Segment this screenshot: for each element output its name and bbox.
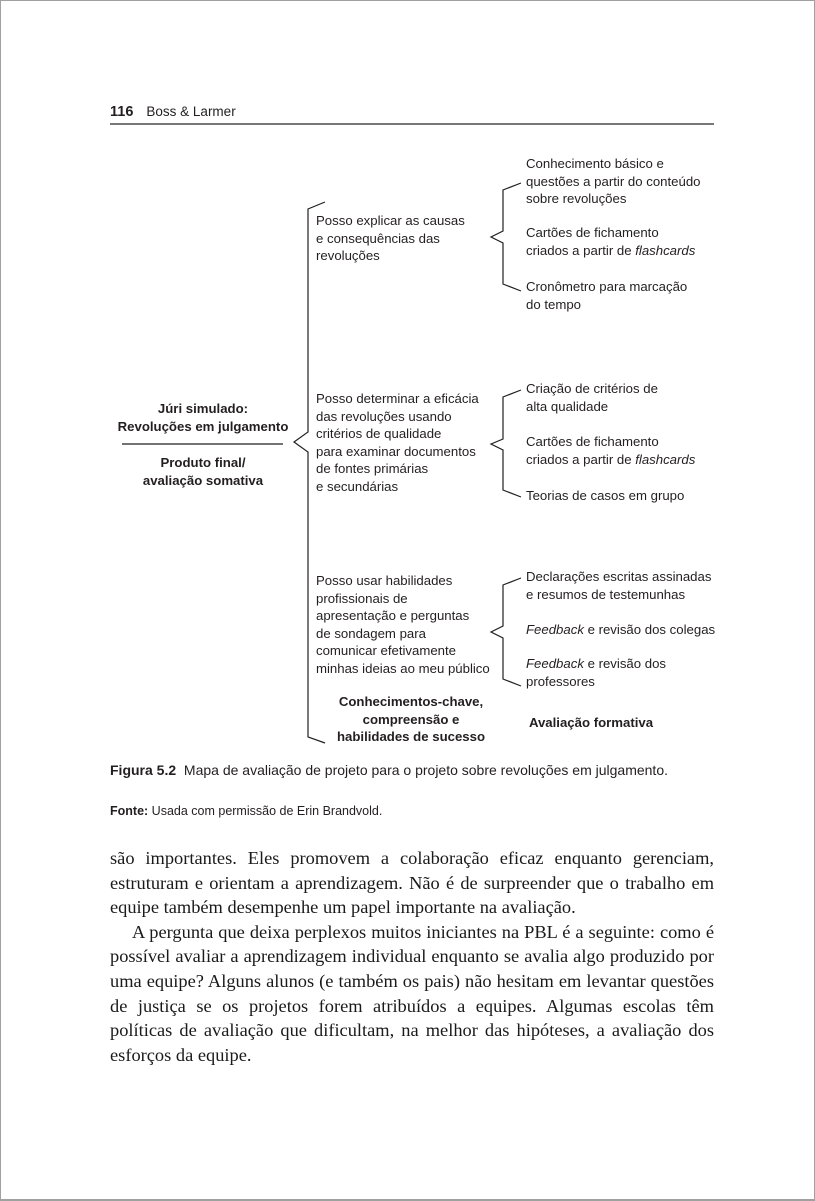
branch-1-item-2: [526, 224, 695, 259]
caption-text: Mapa de avaliação de projeto para o projeto sobre revoluções em julgamento.: [183, 762, 668, 778]
item-line: Teorias de casos em grupo: [526, 488, 685, 503]
label-line: Conhecimentos-chave,: [338, 694, 484, 709]
root-title-line-2: Revoluções em julgamento: [117, 418, 289, 434]
figure-caption: [110, 761, 710, 779]
source-label: Fonte:: [110, 804, 149, 818]
item-line: do tempo: [526, 296, 581, 312]
goal-line: de fontes primárias: [316, 461, 429, 477]
item-line: e resumos de testemunhas: [526, 586, 686, 602]
label-line: compreensão e: [362, 711, 460, 727]
column-label-middle: [316, 693, 506, 746]
running-title: Boss & Larmer: [146, 104, 236, 119]
label-line: habilidades de sucesso: [336, 729, 486, 745]
paragraph-2: A pergunta que deixa perplexos muitos iniciantes na PBL é a seguinte: como é possível avaliar a aprendizagem individual enquanto se avalia algo produzido por uma equipe? Alguns alunos (e também os pais) não hesitam em levantar questões de justiça se os projetos forem atribuídos a equipes. Algumas escolas têm políticas de avaliação que dificultam, na melhor das hipóteses, a avaliação dos esforços da equipe.: [110, 921, 714, 1065]
goal-line: apresentação e perguntas: [316, 608, 470, 624]
item-line: Declarações escritas assinadas: [526, 569, 712, 584]
goal-line: minhas ideias ao meu público: [316, 660, 490, 676]
goal-line: revoluções: [316, 248, 380, 264]
body-text: [110, 846, 714, 1067]
item-line: [526, 655, 666, 673]
item-line: Cronômetro para marcação: [526, 279, 688, 294]
goal-line: das revoluções usando: [316, 408, 452, 424]
item-line: questões a partir do conteúdo: [526, 173, 701, 189]
branch-3-item-2: [526, 621, 715, 639]
branch-1-item-1: [526, 155, 701, 208]
goal-line: e secundárias: [316, 478, 399, 494]
branch-3-item-1: [526, 568, 711, 603]
branch-1-item-3: [526, 278, 687, 313]
item-line: alta qualidade: [526, 398, 609, 414]
item-text: criados a partir de: [526, 451, 636, 467]
branch-2-item-1: [526, 380, 658, 415]
branch-3-bracket: [491, 578, 521, 686]
goal-line: Posso explicar as causas: [316, 213, 465, 228]
branch-2-item-3: [526, 487, 684, 505]
branch-2-item-2: [526, 433, 695, 468]
source-text: Usada com permissão de Erin Brandvold.: [151, 804, 383, 818]
root-subtitle-line-1: Produto final/: [160, 455, 246, 470]
item-text: criados a partir de: [526, 242, 636, 258]
goal-line: Posso usar habilidades: [316, 573, 453, 588]
root-subtitle: [110, 454, 296, 489]
item-line: Conhecimento básico e: [526, 156, 664, 171]
goal-line: para examinar documentos: [316, 443, 476, 459]
goal-line: comunicar efetivamente: [316, 643, 457, 659]
caption-label: Figura 5.2: [110, 762, 177, 778]
item-italic-term: flashcards: [635, 242, 696, 258]
item-line: sobre revoluções: [526, 191, 627, 207]
item-line: Criação de critérios de: [526, 381, 658, 396]
branch-1-goal: [316, 212, 465, 265]
goal-line: profissionais de: [316, 590, 408, 606]
item-line: [526, 621, 715, 639]
column-label-right: Avaliação formativa: [528, 715, 654, 730]
item-text: e revisão dos: [583, 656, 667, 671]
branch-3-goal: [316, 572, 490, 678]
item-text: e revisão dos colegas: [583, 622, 716, 637]
root-title-line-1: Júri simulado:: [157, 401, 249, 416]
root-title: [110, 400, 296, 435]
item-line: [526, 451, 695, 469]
goal-line: e consequências das: [316, 230, 440, 246]
item-line: professores: [526, 673, 595, 689]
branch-3-item-3: [526, 655, 666, 690]
goal-line: critérios de qualidade: [316, 426, 442, 442]
item-italic-term: Feedback: [526, 656, 584, 671]
item-italic-term: Feedback: [526, 622, 584, 637]
goal-line: de sondagem para: [316, 625, 426, 641]
goal-line: Posso determinar a eficácia: [316, 391, 479, 406]
branch-2-goal: [316, 390, 479, 496]
branch-1-bracket: [491, 183, 521, 291]
branch-2-bracket: [491, 390, 521, 497]
page-number: 116: [110, 104, 134, 120]
item-line: Cartões de fichamento: [526, 225, 659, 240]
item-italic-term: flashcards: [635, 451, 696, 467]
item-line: Cartões de fichamento: [526, 434, 659, 449]
paragraph-1: são importantes. Eles promovem a colaboração eficaz enquanto gerenciam, estruturam e orientam a aprendizagem. Não é de surpreender que o trabalho em equipe também desempenhe um papel importante na avaliação.: [110, 848, 714, 918]
item-line: [526, 242, 695, 260]
figure-source: [110, 804, 382, 818]
root-subtitle-line-2: avaliação somativa: [142, 472, 264, 488]
